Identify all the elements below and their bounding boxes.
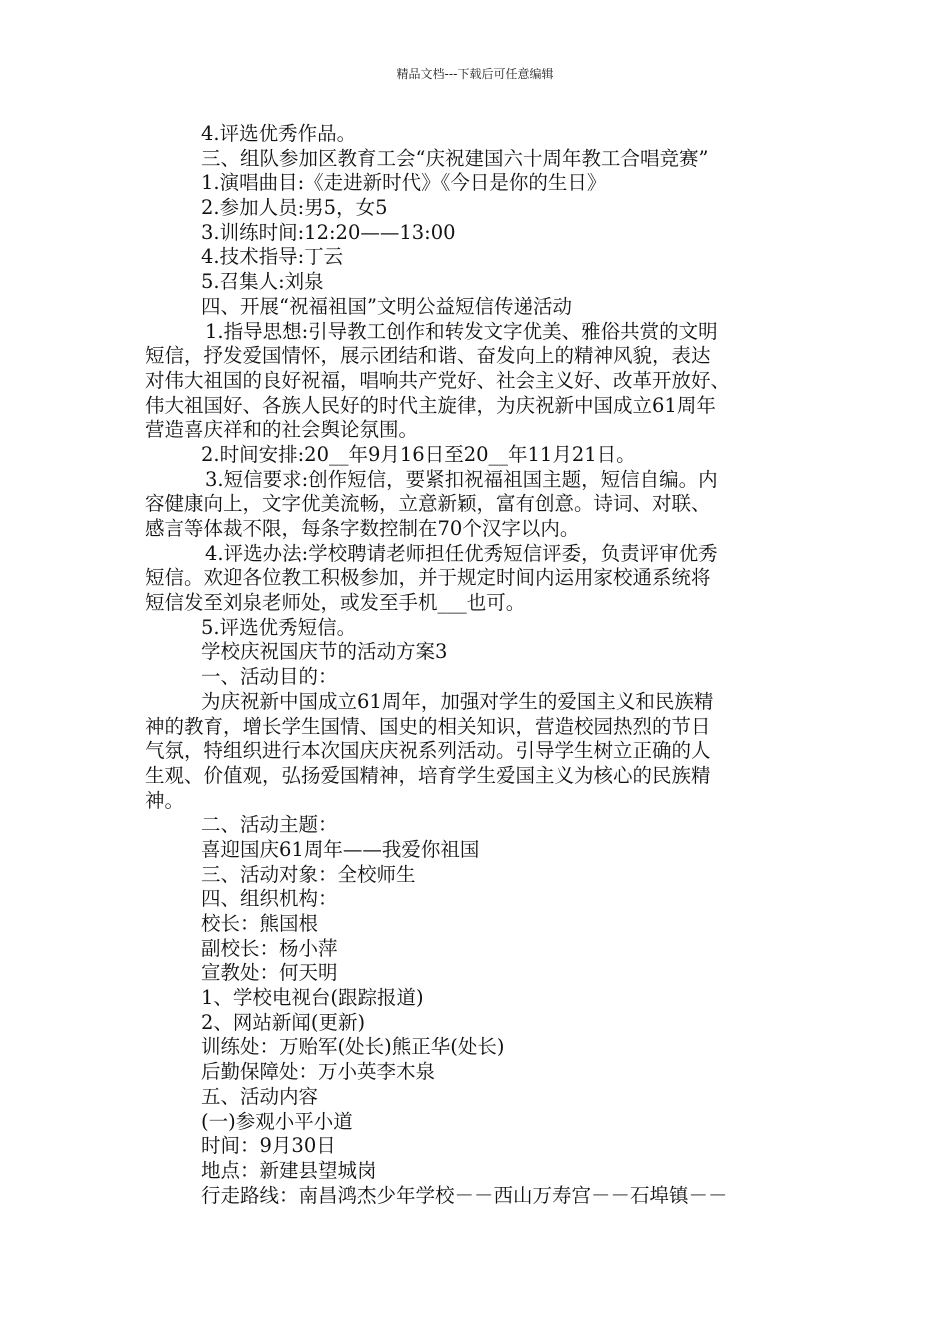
text-line: 短信发至刘泉老师处，或发至手机___也可。 <box>145 591 526 615</box>
text-line: 短信。欢迎各位教工积极参加，并于规定时间内运用家校通系统将 <box>145 566 711 590</box>
text-line: 三、活动对象：全校师生 <box>201 862 416 886</box>
text-line: 五、活动内容 <box>201 1084 319 1108</box>
text-line: 学校庆祝国庆节的活动方案3 <box>201 640 448 664</box>
text-line: 四、组织机构： <box>201 887 338 911</box>
text-line: 神的教育，增长学生国情、国史的相关知识，营造校园热烈的节日 <box>145 714 711 738</box>
text-line: 对伟大祖国的良好祝福，唱响共产党好、社会主义好、改革开放好、 <box>145 368 731 392</box>
text-line: 时间：9月30日 <box>201 1134 336 1158</box>
text-line: 地点：新建县望城岗 <box>201 1158 377 1182</box>
text-line: 2、网站新闻(更新) <box>201 1010 366 1034</box>
text-line: 为庆祝新中国成立61周年，加强对学生的爱国主义和民族精 <box>201 689 714 713</box>
text-line: 宣教处：何天明 <box>201 961 338 985</box>
text-line: 1.指导思想:引导教工创作和转发文字优美、雅俗共赏的文明 <box>205 319 718 343</box>
text-line: 气氛，特组织进行本次国庆庆祝系列活动。引导学生树立正确的人 <box>145 739 711 763</box>
text-line: 伟大祖国好、各族人民好的时代主旋律，为庆祝新中国成立61周年 <box>145 393 716 417</box>
text-line: 3.训练时间:12:20——13:00 <box>201 220 456 244</box>
text-line: 容健康向上，文字优美流畅，立意新颖，富有创意。诗词、对联、 <box>145 492 711 516</box>
text-line: 四、开展“祝福祖国”文明公益短信传递活动 <box>201 294 572 318</box>
text-line: 三、组队参加区教育工会“庆祝建国六十周年教工合唱竞赛” <box>201 146 709 170</box>
text-line: 感言等体裁不限，每条字数控制在70个汉字以内。 <box>145 517 580 540</box>
text-line: 5.评选优秀短信。 <box>201 615 357 639</box>
text-line: 神。 <box>145 788 185 812</box>
text-line: 4.评选优秀作品。 <box>201 122 357 145</box>
text-line: 短信，抒发爱国情怀，展示团结和谐、奋发向上的精神风貌，表达 <box>145 344 711 368</box>
text-line: 1.演唱曲目:《走进新时代》《今日是你的生日》 <box>201 171 607 195</box>
text-line: 4.评选办法:学校聘请老师担任优秀短信评委，负责评审优秀 <box>205 541 718 565</box>
text-line: 营造喜庆祥和的社会舆论氛围。 <box>145 418 419 442</box>
page-header: 精品文档---下载后可任意编辑 <box>396 67 554 81</box>
text-line: 2.参加人员:男5，女5 <box>201 196 388 220</box>
text-line: 3.短信要求:创作短信，要紧扣祝福祖国主题，短信自编。内 <box>205 467 718 491</box>
text-line: 二、活动主题： <box>201 813 338 837</box>
text-line: 校长：熊国根 <box>201 912 319 935</box>
text-line: 1、学校电视台(跟踪报道) <box>201 986 424 1010</box>
text-line: 喜迎国庆61周年——我爱你祖国 <box>201 837 480 861</box>
text-line: (一)参观小平小道 <box>201 1109 353 1133</box>
text-line: 生观、价值观，弘扬爱国精神，培育学生爱国主义为核心的民族精 <box>145 763 711 787</box>
text-line: 2.时间安排:20__年9月16日至20__年11月21日。 <box>201 442 636 466</box>
text-line: 行走路线：南昌鸿杰少年学校－－西山万寿宫－－石埠镇－－ <box>201 1183 728 1207</box>
text-line: 4.技术指导:丁云 <box>201 245 344 269</box>
text-line: 一、活动目的： <box>201 665 338 689</box>
text-line: 5.召集人:刘泉 <box>201 270 324 294</box>
text-line: 后勤保障处：万小英李木泉 <box>201 1060 436 1084</box>
document-body <box>145 122 807 1208</box>
text-line: 训练处：万贻军(处长)熊正华(处长) <box>201 1035 505 1059</box>
text-line: 副校长：杨小萍 <box>201 936 338 960</box>
